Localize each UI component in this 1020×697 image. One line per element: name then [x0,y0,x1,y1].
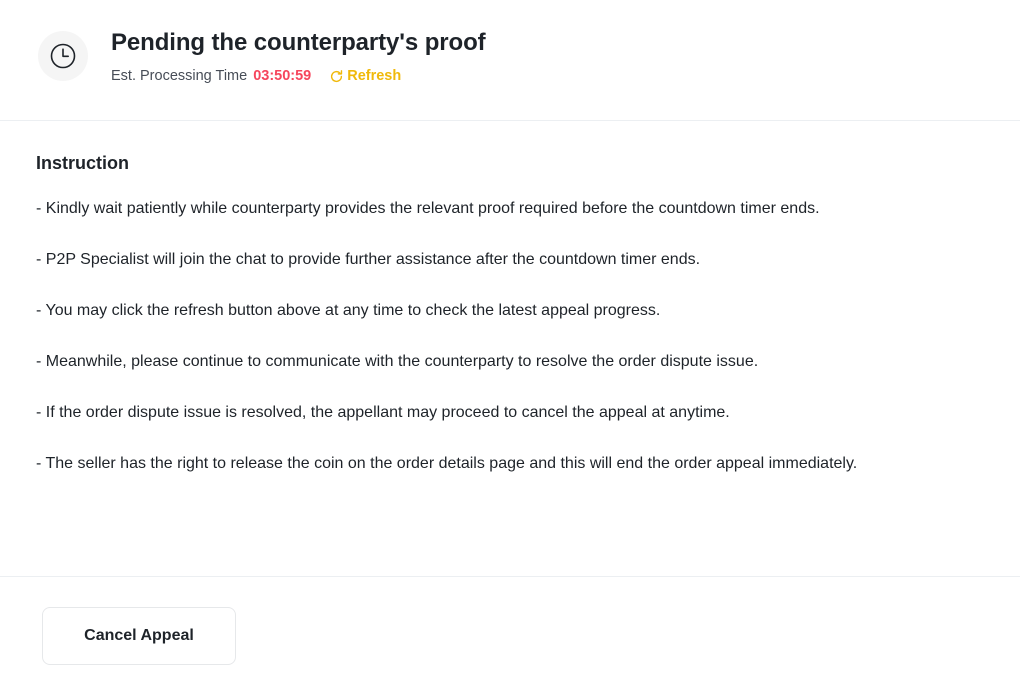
instruction-title: Instruction [36,153,129,173]
page-title: Pending the counterparty's proof [111,29,486,56]
processing-time-label: Est. Processing Time [111,68,248,84]
countdown-timer: 03:50:59 [253,68,312,84]
clock-icon [38,31,88,81]
page-footer [0,576,1020,697]
header-subline [111,66,486,86]
refresh-label: Refresh [347,68,402,84]
instruction-line: - The seller has the right to release the coin on the order details page and this will end the order appeal immediately. [36,455,858,472]
instruction-line: - If the order dispute issue is resolved, the appellant may proceed to cancel the appeal at anytime. [36,404,730,421]
instruction-line: - You may click the refresh button above at any time to check the latest appeal progress. [36,302,661,319]
instruction-section [0,121,1020,576]
instruction-line: - Meanwhile, please continue to communicate with the counterparty to resolve the order dispute issue. [36,353,759,370]
header-text-block [111,26,486,86]
refresh-button[interactable] [329,68,401,84]
cancel-appeal-button[interactable]: Cancel Appeal [42,607,236,665]
refresh-icon [329,69,344,84]
page-header [0,0,1020,121]
instruction-line: - Kindly wait patiently while counterparty provides the relevant proof required before the countdown timer ends. [36,200,820,217]
instruction-line: - P2P Specialist will join the chat to provide further assistance after the countdown timer ends. [36,251,701,268]
